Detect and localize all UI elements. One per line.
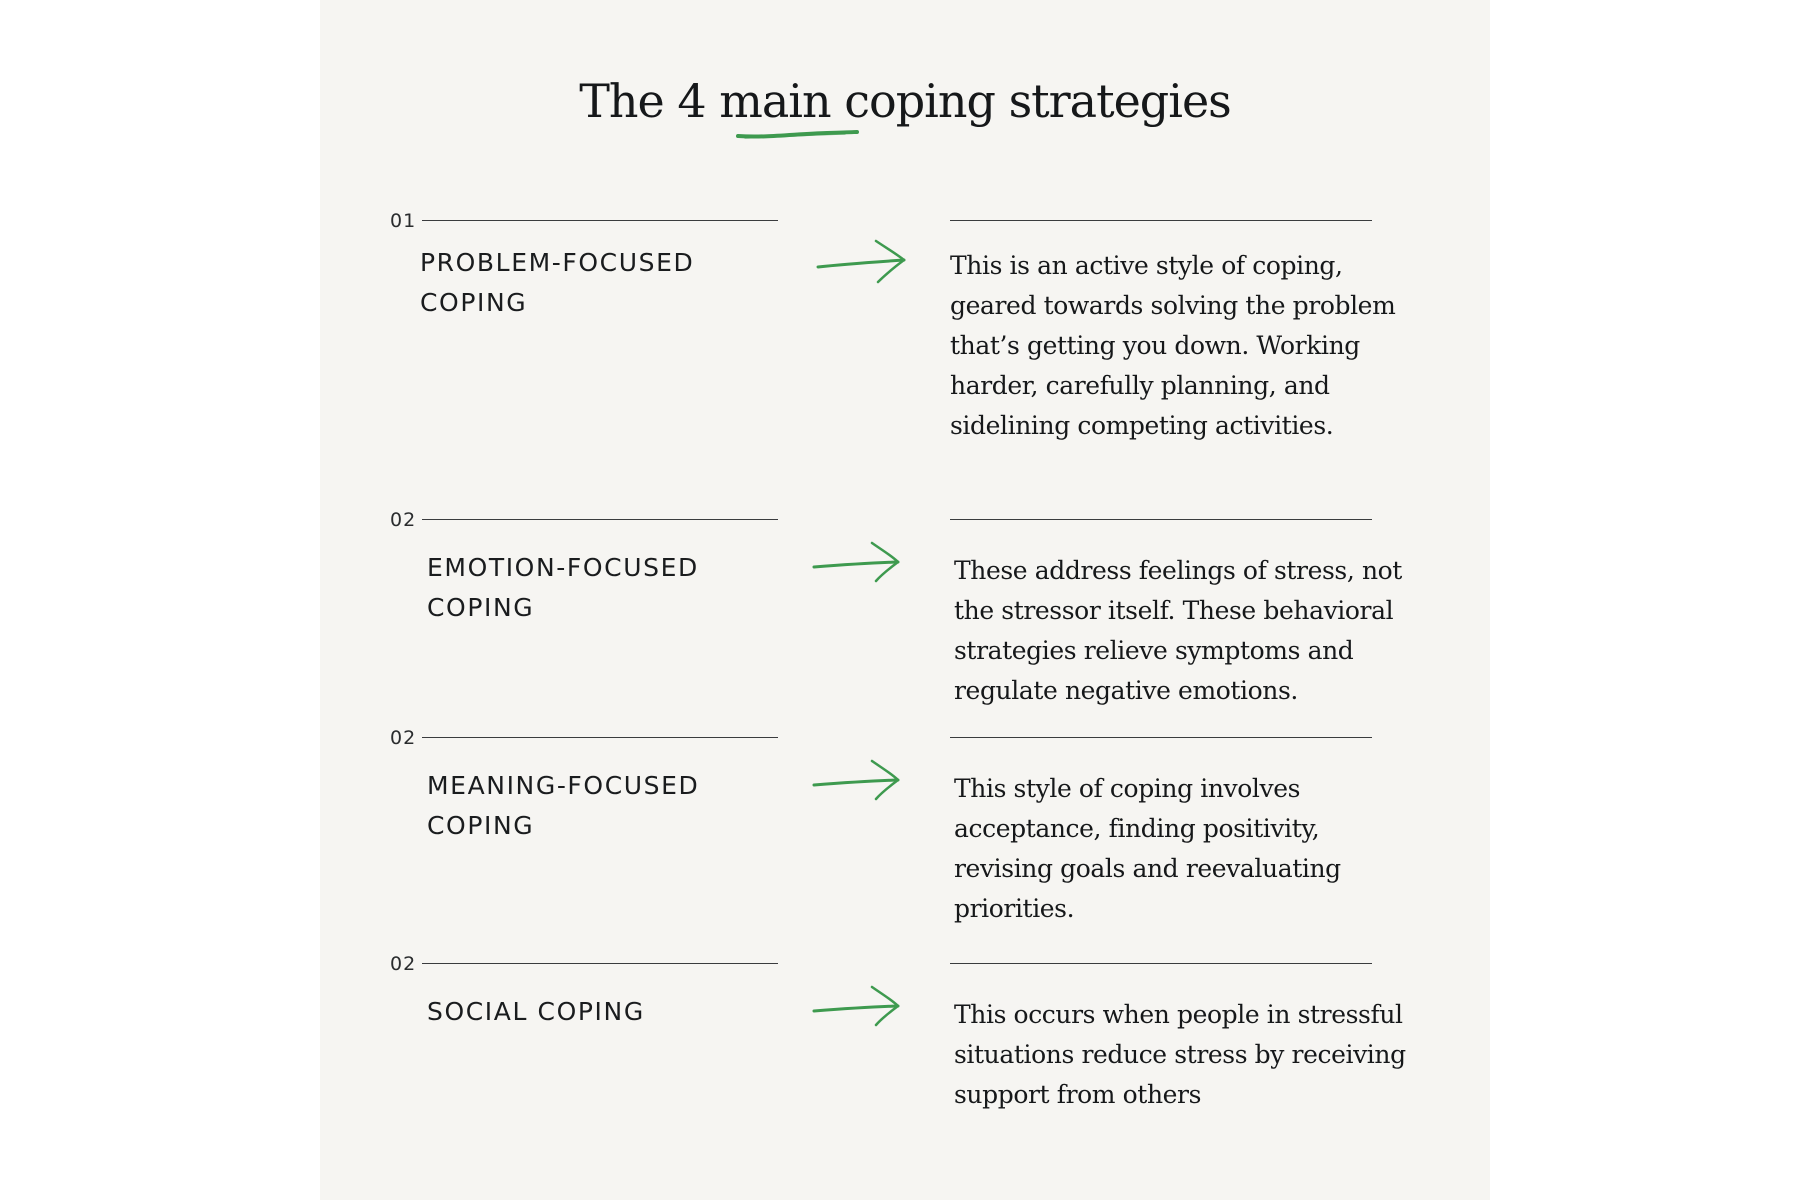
green-arrow-icon (810, 758, 906, 810)
green-arrow-icon (810, 984, 906, 1036)
label-line-1: PROBLEM-FOCUSED (420, 248, 695, 277)
item-number: 02 (390, 727, 417, 749)
label-line-1: EMOTION-FOCUSED (427, 553, 699, 582)
strategy-description: This occurs when people in stressful situations reduce stress by receiving support from others (954, 1000, 1406, 1109)
divider-left (422, 220, 778, 221)
strategy-label (420, 243, 750, 323)
page-title (320, 74, 1490, 128)
divider-right (950, 220, 1372, 221)
divider-right (950, 963, 1372, 964)
divider-left (422, 519, 778, 520)
strategy-description: This style of coping involves acceptance, finding positivity, revising goals and reevaluating priorities. (954, 774, 1341, 923)
title-suffix: coping strategies (830, 74, 1231, 128)
item-number: 02 (390, 509, 417, 531)
green-arrow-icon (810, 540, 906, 592)
title-highlight: main (719, 74, 831, 128)
divider-right (950, 737, 1372, 738)
divider-left (422, 963, 778, 964)
strategy-label (427, 548, 757, 628)
divider-right (950, 519, 1372, 520)
item-number: 01 (390, 210, 417, 232)
strategy-label (427, 992, 757, 1032)
strategy-label (427, 766, 757, 846)
strategy-description: This is an active style of coping, geared towards solving the problem that’s getting you down. Working harder, carefully planning, and sidelining competing activities. (950, 251, 1396, 440)
strategy-description: These address feelings of stress, not the stressor itself. These behavioral strategies relieve symptoms and regulate negative emotions. (954, 556, 1402, 705)
divider-left (422, 737, 778, 738)
label-line-2: COPING (427, 593, 535, 622)
green-arrow-icon (814, 236, 910, 288)
label-line-1: MEANING-FOCUSED (427, 771, 700, 800)
label-line-2: COPING (420, 288, 528, 317)
label-line-1: SOCIAL COPING (427, 997, 645, 1026)
brush-underline-icon (735, 126, 860, 142)
title-prefix: The 4 (579, 74, 720, 128)
label-line-2: COPING (427, 811, 535, 840)
infographic-panel (320, 0, 1490, 1200)
item-number: 02 (390, 953, 417, 975)
